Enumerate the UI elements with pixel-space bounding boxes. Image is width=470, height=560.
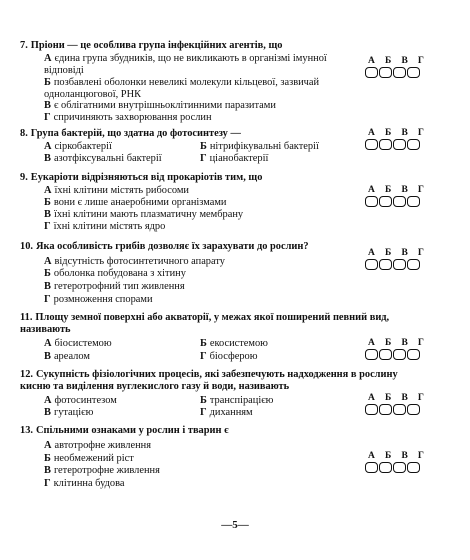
- answer-box-d[interactable]: [407, 67, 420, 78]
- question-8-option-a: А сіркобактерії: [44, 141, 112, 152]
- question-12-option-d: Г диханням: [200, 407, 253, 418]
- answer-box-c[interactable]: [393, 259, 406, 270]
- question-8-title: 8. Група бактерій, що здатна до фотосинтезу —: [20, 128, 241, 139]
- question-13-option-b: Б необмежений ріст: [44, 453, 134, 464]
- question-9-title: 9. Еукаріоти відрізняються від прокаріотів тим, що: [20, 172, 263, 183]
- answer-box-a[interactable]: [365, 259, 378, 270]
- answer-letters: А Б В Г: [368, 56, 424, 66]
- answer-box-d[interactable]: [407, 404, 420, 415]
- question-13-title: 13. Спільними ознаками у рослин і тварин є: [20, 425, 229, 436]
- answer-grid-10: [365, 248, 427, 270]
- question-11-option-a: А біосистемою: [44, 338, 112, 349]
- question-12-title: 12. Сукупність фізіологічних процесів, які забезпечують надходження в рослину кисню та виділення вуглекислого газу й води, називають: [20, 369, 398, 392]
- answer-box-c[interactable]: [393, 349, 406, 360]
- answer-box-a[interactable]: [365, 349, 378, 360]
- answer-letters: А Б В Г: [368, 393, 424, 403]
- answer-letters: А Б В Г: [368, 248, 424, 258]
- answer-grid-13: [365, 451, 427, 473]
- answer-box-b[interactable]: [379, 404, 392, 415]
- question-7-option-b: Б позбавлені оболонки невеликі молекули кільцевої, зазвичай одноланцюгової, РНК: [44, 77, 320, 100]
- question-10-option-d: Г розмноження спорами: [44, 294, 153, 305]
- answer-box-b[interactable]: [379, 462, 392, 473]
- question-8-option-b: Б нітрифікувальні бактерії: [200, 141, 319, 152]
- answer-letters: А Б В Г: [368, 128, 424, 138]
- question-12-option-c: В гутацією: [44, 407, 94, 418]
- question-7-option-a: А єдина група збудників, що не викликають в організмі імунної відповіді: [44, 53, 327, 76]
- answer-box-b[interactable]: [379, 259, 392, 270]
- answer-box-c[interactable]: [393, 196, 406, 207]
- question-11-title: 11. Площу земної поверхні або акваторії, у межах якої поширений певний вид, називають: [20, 312, 390, 335]
- answer-letters: А Б В Г: [368, 338, 424, 348]
- answer-box-d[interactable]: [407, 196, 420, 207]
- question-8-option-c: В азотфіксувальні бактерії: [44, 153, 162, 164]
- answer-box-d[interactable]: [407, 349, 420, 360]
- question-9-option-d: Г їхні клітини містять ядро: [44, 221, 166, 232]
- answer-box-b[interactable]: [379, 67, 392, 78]
- answer-box-b[interactable]: [379, 349, 392, 360]
- question-10-title: 10. Яка особливість грибів дозволяє їх зарахувати до рослин?: [20, 241, 309, 252]
- question-7-option-d: Г спричиняють захворювання рослин: [44, 112, 212, 123]
- answer-box-b[interactable]: [379, 139, 392, 150]
- question-10-option-c: В гетеротрофний тип живлення: [44, 281, 185, 292]
- question-13-option-d: Г клітинна будова: [44, 478, 125, 489]
- answer-letters: А Б В Г: [368, 185, 424, 195]
- question-7-option-c: В є облігатними внутрішньоклітинними паразитами: [44, 100, 276, 111]
- question-12-option-b: Б транспірацією: [200, 395, 274, 406]
- answer-box-c[interactable]: [393, 67, 406, 78]
- answer-grid-8: [365, 128, 427, 150]
- answer-grid-9: [365, 185, 427, 207]
- answer-box-c[interactable]: [393, 404, 406, 415]
- answer-letters: А Б В Г: [368, 451, 424, 461]
- question-8-option-d: Г ціанобактерії: [200, 153, 269, 164]
- question-11-option-c: В ареалом: [44, 351, 90, 362]
- answer-grid-7: [365, 56, 427, 78]
- answer-box-d[interactable]: [407, 259, 420, 270]
- question-9-option-a: А їхні клітини містять рибосоми: [44, 185, 189, 196]
- answer-box-d[interactable]: [407, 139, 420, 150]
- answer-box-b[interactable]: [379, 196, 392, 207]
- question-9-option-c: В їхні клітини мають плазматичну мембрану: [44, 209, 244, 220]
- answer-box-c[interactable]: [393, 139, 406, 150]
- question-9-option-b: Б вони є лише анаеробними організмами: [44, 197, 227, 208]
- answer-grid-12: [365, 393, 427, 415]
- answer-box-a[interactable]: [365, 196, 378, 207]
- answer-box-a[interactable]: [365, 404, 378, 415]
- answer-box-a[interactable]: [365, 67, 378, 78]
- question-13-option-c: В гетеротрофне живлення: [44, 465, 160, 476]
- answer-box-d[interactable]: [407, 462, 420, 473]
- answer-box-a[interactable]: [365, 139, 378, 150]
- question-10-option-b: Б оболонка побудована з хітину: [44, 268, 186, 279]
- question-12-option-a: А фотосинтезом: [44, 395, 117, 406]
- answer-grid-11: [365, 338, 427, 360]
- question-11-option-d: Г біосферою: [200, 351, 258, 362]
- page-number: —5—: [221, 519, 249, 531]
- answer-box-a[interactable]: [365, 462, 378, 473]
- question-7-title: 7. Пріони — це особлива група інфекційних агентів, що: [20, 40, 283, 51]
- question-13-option-a: А автотрофне живлення: [44, 440, 152, 451]
- answer-box-c[interactable]: [393, 462, 406, 473]
- question-10-option-a: А відсутність фотосинтетичного апарату: [44, 256, 225, 267]
- question-11-option-b: Б екосистемою: [200, 338, 268, 349]
